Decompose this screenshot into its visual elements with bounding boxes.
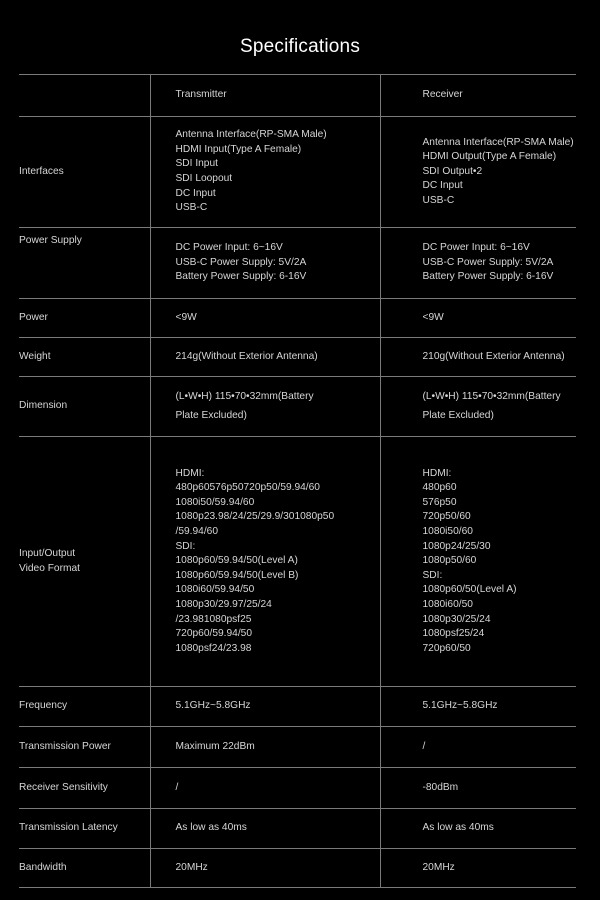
- receiver-value: [380, 727, 576, 768]
- receiver-value-line: 1080p50/60: [422, 555, 477, 567]
- transmitter-value-line: 1080p23.98/24/25/29.9/301080p50: [175, 511, 335, 523]
- table-row: [19, 687, 576, 727]
- receiver-value-line: (L•W•H) 115•70•32mm(Battery: [422, 391, 561, 403]
- row-label: [19, 299, 150, 338]
- row-label: [19, 228, 150, 299]
- transmitter-value-line: DC Power Input: 6~16V: [175, 242, 283, 254]
- receiver-value-line: -80dBm: [422, 781, 459, 793]
- receiver-value-line: SDI:: [422, 569, 443, 581]
- transmitter-value: [150, 809, 380, 849]
- receiver-value: [380, 338, 576, 377]
- table-row: [19, 727, 576, 768]
- transmitter-value: [150, 727, 380, 768]
- table-row: [19, 809, 576, 849]
- header-transmitter: Transmitter: [150, 75, 380, 117]
- transmitter-value-line: /: [175, 781, 179, 793]
- transmitter-value-line: 480p60576p50720p50/59.94/60: [175, 482, 320, 494]
- transmitter-value-line: 720p60/59.94/50: [175, 628, 252, 640]
- transmitter-value: [150, 687, 380, 727]
- receiver-value-line: SDI Output•2: [422, 165, 483, 177]
- transmitter-value-line: Maximum 22dBm: [175, 740, 255, 752]
- row-label-line: Power Supply: [19, 235, 82, 246]
- transmitter-value: [150, 338, 380, 377]
- row-label-line: Receiver Sensitivity: [19, 781, 108, 793]
- receiver-value: [380, 377, 576, 437]
- row-label-line: Input/Output: [19, 547, 76, 559]
- transmitter-value-line: 1080i60/59.94/50: [175, 584, 255, 596]
- receiver-value-line: 20MHz: [422, 861, 455, 873]
- receiver-value: [380, 849, 576, 888]
- transmitter-value-line: Battery Power Supply: 6-16V: [175, 271, 307, 283]
- receiver-value: [380, 228, 576, 299]
- transmitter-value-line: 1080p60/59.94/50(Level B): [175, 569, 299, 581]
- row-label: [19, 338, 150, 377]
- receiver-value-line: USB-C Power Supply: 5V/2A: [422, 256, 554, 268]
- row-label: [19, 437, 150, 687]
- transmitter-value-line: /23.981080psf25: [175, 613, 252, 625]
- receiver-value: [380, 809, 576, 849]
- receiver-value-line: DC Power Input: 6~16V: [422, 242, 530, 254]
- receiver-value-line: 720p50/60: [422, 511, 471, 523]
- table-row: [19, 228, 576, 299]
- receiver-value-line: 576p50: [422, 496, 457, 508]
- receiver-value-line: USB-C: [422, 194, 455, 206]
- row-label-line: Bandwidth: [19, 861, 67, 873]
- transmitter-value-line: SDI:: [175, 540, 196, 552]
- transmitter-value-line: DC Input: [175, 187, 216, 199]
- transmitter-value: [150, 849, 380, 888]
- transmitter-value-line: HDMI Input(Type A Female): [175, 143, 302, 155]
- transmitter-value-line: USB-C Power Supply: 5V/2A: [175, 256, 307, 268]
- receiver-value-line: 210g(Without Exterior Antenna): [422, 350, 565, 362]
- transmitter-value: [150, 377, 380, 437]
- transmitter-value-line: 1080i50/59.94/60: [175, 496, 255, 508]
- receiver-value-line: 1080i50/60: [422, 526, 473, 538]
- receiver-value-line: 1080psf25/24: [422, 628, 485, 640]
- receiver-value-line: 480p60: [422, 482, 457, 494]
- receiver-value-line: HDMI:: [422, 467, 452, 479]
- receiver-value-line: Battery Power Supply: 6-16V: [422, 271, 554, 283]
- receiver-value-line: HDMI Output(Type A Female): [422, 151, 557, 163]
- receiver-value-line: 720p60/50: [422, 642, 471, 654]
- page-title: Specifications: [239, 36, 361, 57]
- table-row: [19, 117, 576, 228]
- transmitter-value-line: Plate Excluded): [175, 409, 247, 421]
- row-label: [19, 687, 150, 727]
- transmitter-value-line: <9W: [175, 311, 197, 323]
- transmitter-value-line: SDI Input: [175, 158, 218, 170]
- transmitter-value-line: 214g(Without Exterior Antenna): [175, 350, 318, 362]
- table-row: [19, 849, 576, 888]
- header-empty-cell: [19, 75, 150, 117]
- receiver-value: [380, 437, 576, 687]
- row-label: [19, 117, 150, 228]
- row-label-line: Power: [19, 311, 48, 323]
- table-header-row: [19, 75, 576, 117]
- transmitter-value: [150, 117, 380, 228]
- transmitter-value: [150, 228, 380, 299]
- specifications-table: [19, 74, 576, 888]
- transmitter-value: [150, 437, 380, 687]
- row-label: [19, 809, 150, 849]
- row-label: [19, 849, 150, 888]
- header-receiver: Receiver: [380, 75, 576, 117]
- transmitter-value-line: (L•W•H) 115•70•32mm(Battery: [175, 391, 314, 403]
- transmitter-value-line: Antenna Interface(RP-SMA Male): [175, 129, 327, 141]
- transmitter-value-line: 5.1GHz~5.8GHz: [175, 700, 251, 712]
- row-label-line: Frequency: [19, 700, 68, 712]
- transmitter-value: [150, 299, 380, 338]
- transmitter-value-line: USB-C: [175, 202, 208, 214]
- receiver-value-line: Antenna Interface(RP-SMA Male): [422, 136, 574, 148]
- receiver-value-line: As low as 40ms: [422, 822, 494, 834]
- row-label: [19, 377, 150, 437]
- transmitter-value-line: As low as 40ms: [175, 822, 247, 834]
- transmitter-value-line: 1080psf24/23.98: [175, 642, 252, 654]
- transmitter-value-line: 1080p30/29.97/25/24: [175, 598, 272, 610]
- receiver-value-line: /: [422, 740, 426, 752]
- row-label-line: Transmission Power: [19, 740, 111, 752]
- row-label-line: Dimension: [19, 400, 68, 412]
- row-label: [19, 727, 150, 768]
- table-row: [19, 299, 576, 338]
- table-row: [19, 437, 576, 687]
- receiver-value-line: 1080p60/50(Level A): [422, 584, 517, 596]
- row-label-line: Weight: [19, 350, 51, 362]
- table-row: [19, 338, 576, 377]
- receiver-value-line: 1080i60/50: [422, 598, 473, 610]
- receiver-value: [380, 299, 576, 338]
- table-row: [19, 768, 576, 809]
- transmitter-value-line: HDMI:: [175, 467, 205, 479]
- receiver-value: [380, 768, 576, 809]
- row-label-line: Transmission Latency: [19, 822, 118, 834]
- receiver-value-line: <9W: [422, 311, 444, 323]
- receiver-value-line: 5.1GHz~5.8GHz: [422, 700, 498, 712]
- receiver-value-line: DC Input: [422, 180, 463, 192]
- receiver-value: [380, 117, 576, 228]
- row-label-line: Interfaces: [19, 165, 64, 177]
- row-label-line: Video Format: [19, 562, 80, 574]
- receiver-value-line: 1080p30/25/24: [422, 613, 491, 625]
- transmitter-value-line: 1080p60/59.94/50(Level A): [175, 555, 298, 567]
- transmitter-value-line: /59.94/60: [175, 526, 218, 538]
- receiver-value-line: Plate Excluded): [422, 409, 494, 421]
- transmitter-value: [150, 768, 380, 809]
- receiver-value-line: 1080p24/25/30: [422, 540, 491, 552]
- row-label: [19, 768, 150, 809]
- transmitter-value-line: 20MHz: [175, 861, 208, 873]
- transmitter-value-line: SDI Loopout: [175, 173, 233, 184]
- receiver-value: [380, 687, 576, 727]
- table-row: [19, 377, 576, 437]
